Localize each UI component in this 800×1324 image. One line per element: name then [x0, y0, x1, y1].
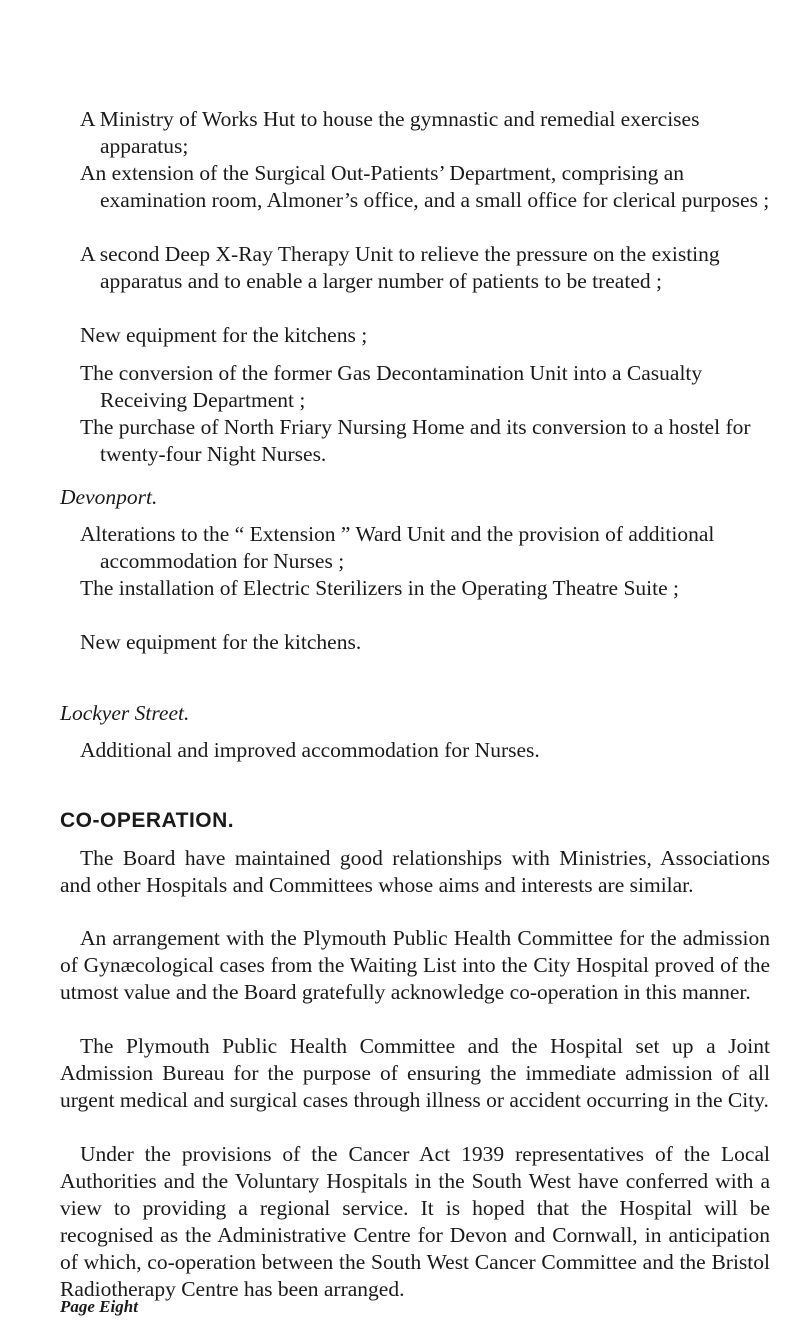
section-heading-cooperation: CO-OPERATION. — [60, 809, 235, 832]
list-item: Alterations to the “ Extension ” Ward Unit and the provision of additional accommodation for Nurses ; — [80, 522, 715, 573]
section-heading-lockyer-street: Lockyer Street. — [60, 701, 190, 725]
paragraph: An arrangement with the Plymouth Public Health Committee for the admission of Gynæcological cases from the Waiting List into the City Hospital proved of the utmost value and the Board gratefully acknowledge co-operation in this manner. — [60, 926, 770, 1004]
paragraph: The Board have maintained good relationships with Ministries, Associations and other Hospitals and Committees whose aims and interests are similar. — [60, 846, 770, 897]
list-item: An extension of the Surgical Out-Patients’ Department, comprising an examination room, Almoner’s office, and a small office for clerical purposes ; — [80, 161, 770, 212]
list-item: New equipment for the kitchens. — [80, 630, 362, 654]
section-heading-devonport: Devonport. — [60, 485, 158, 509]
list-item: The installation of Electric Sterilizers in the Operating Theatre Suite ; — [80, 576, 680, 600]
paragraph: The Plymouth Public Health Committee and the Hospital set up a Joint Admission Bureau for the purpose of ensuring the immediate admission of all urgent medical and surgical cases through illness or accident occurring in the City. — [60, 1034, 770, 1112]
list-item: The purchase of North Friary Nursing Home and its conversion to a hostel for twenty-four Night Nurses. — [80, 415, 751, 466]
paragraph: Under the provisions of the Cancer Act 1939 representatives of the Local Authorities and the Voluntary Hospitals in the South West have conferred with a view to providing a regional service. It is hoped that the Hospital will be recognised as the Administrative Centre for Devon and Cornwall, in anticipation of which, co-operation between the South West Cancer Committee and the Bristol Radiotherapy Centre has been arranged. — [60, 1142, 770, 1301]
list-item: A second Deep X-Ray Therapy Unit to relieve the pressure on the existing apparatus and to enable a larger number of patients to be treated ; — [80, 242, 720, 293]
list-item: Additional and improved accommodation for Nurses. — [80, 738, 540, 762]
list-item: New equipment for the kitchens ; — [80, 323, 368, 347]
list-item: A Ministry of Works Hut to house the gymnastic and remedial exercises apparatus; — [80, 107, 700, 158]
page-footer: Page Eight — [60, 1297, 138, 1316]
list-item: The conversion of the former Gas Decontamination Unit into a Casualty Receiving Department ; — [80, 361, 703, 412]
